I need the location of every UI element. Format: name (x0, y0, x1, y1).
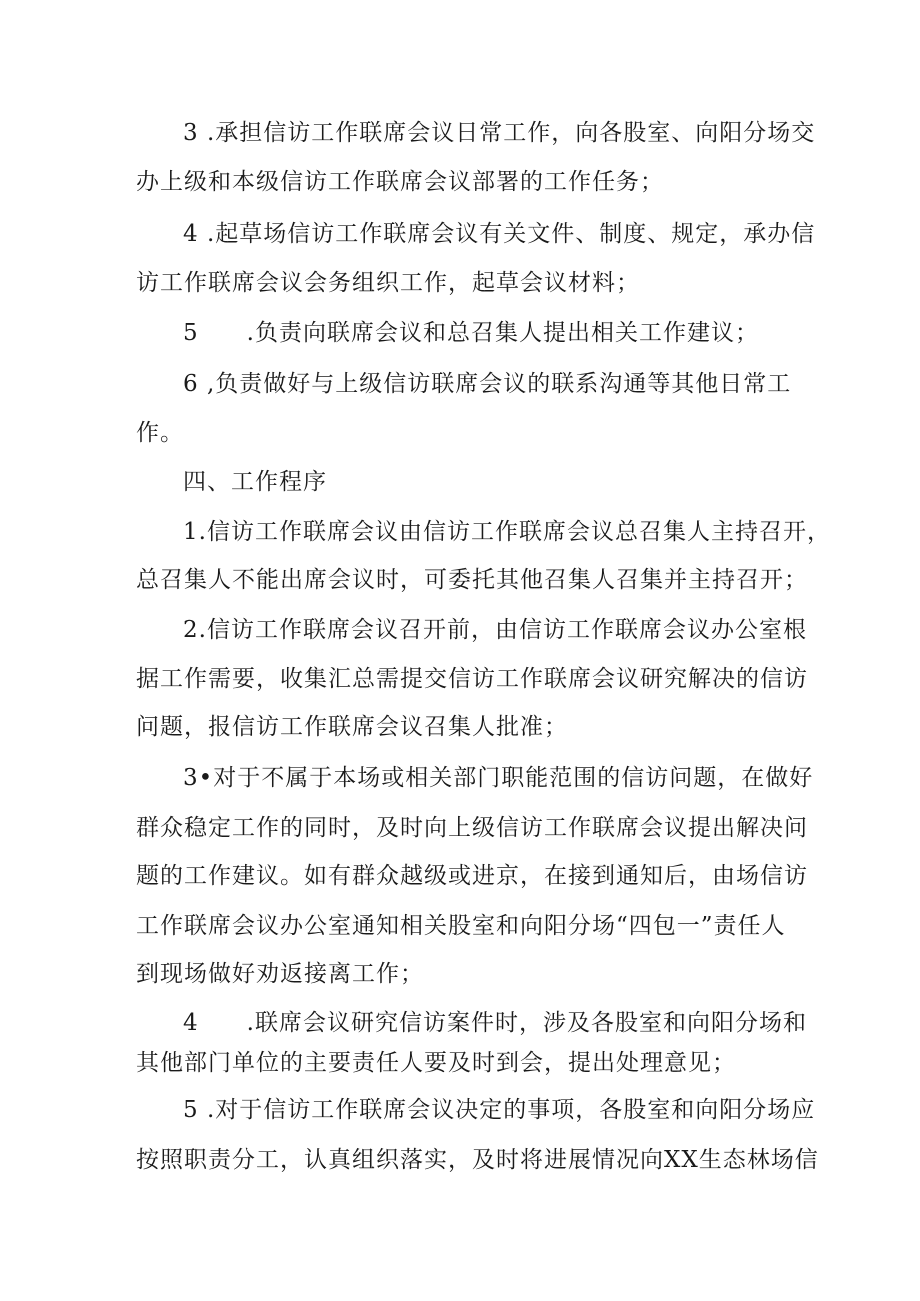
item-3-line-1: 3 .承担信访工作联席会议日常工作，向各股室、向阳分场交 (183, 120, 816, 146)
item-3-line-2: 办上级和本级信访工作联席会议部署的工作任务； (136, 169, 664, 195)
proc-5-line-1: 5 .对于信访工作联席会议决定的事项，各股室和向阳分场应 (183, 1097, 816, 1123)
item-6-line-2: 作。 (136, 420, 184, 446)
proc-3-line-4: 工作联席会议办公室通知相关股室和向阳分场“四包一”责任人 (136, 913, 786, 939)
proc-5-line-2: 按照职责分工，认真组织落实，及时将进展情况向XX生态林场信 (136, 1147, 819, 1173)
proc-1-line-2: 总召集人不能出席会议时，可委托其他召集人召集并主持召开； (136, 567, 808, 593)
proc-3-line-3: 题的工作建议。如有群众越级或进京，在接到通知后，由场信访 (136, 863, 808, 889)
proc-3-line-2: 群众稳定工作的同时，及时向上级信访工作联席会议提出解决问 (136, 815, 808, 841)
proc-3-line-1: 3•对于不属于本场或相关部门职能范围的信访问题，在做好 (183, 765, 814, 791)
proc-1-line-1: 1.信访工作联席会议由信访工作联席会议总召集人主持召开， (183, 519, 831, 545)
item-4-line-2: 访工作联席会议会务组织工作，起草会议材料； (136, 270, 640, 296)
proc-2-line-3: 问题，报信访工作联席会议召集人批准； (136, 714, 568, 740)
item-5-line-1: 5 .负责向联席会议和总召集人提出相关工作建议； (183, 320, 759, 346)
item-4-line-1: 4 .起草场信访工作联席会议有关文件、制度、规定，承办信 (183, 221, 816, 247)
proc-4-line-1: 4 .联席会议研究信访案件时，涉及各股室和向阳分场和 (183, 1010, 807, 1036)
section-heading: 四、工作程序 (183, 469, 327, 495)
proc-2-line-1: 2.信访工作联席会议召开前，由信访工作联席会议办公室根 (183, 617, 807, 643)
item-6-line-1: 6 ,负责做好与上级信访联席会议的联系沟通等其他日常工 (183, 371, 792, 397)
proc-4-line-2: 其他部门单位的主要责任人要及时到会，提出处理意见； (136, 1050, 736, 1076)
proc-2-line-2: 据工作需要，收集汇总需提交信访工作联席会议研究解决的信访 (136, 666, 808, 692)
proc-3-line-5: 到现场做好劝返接离工作； (136, 961, 424, 987)
